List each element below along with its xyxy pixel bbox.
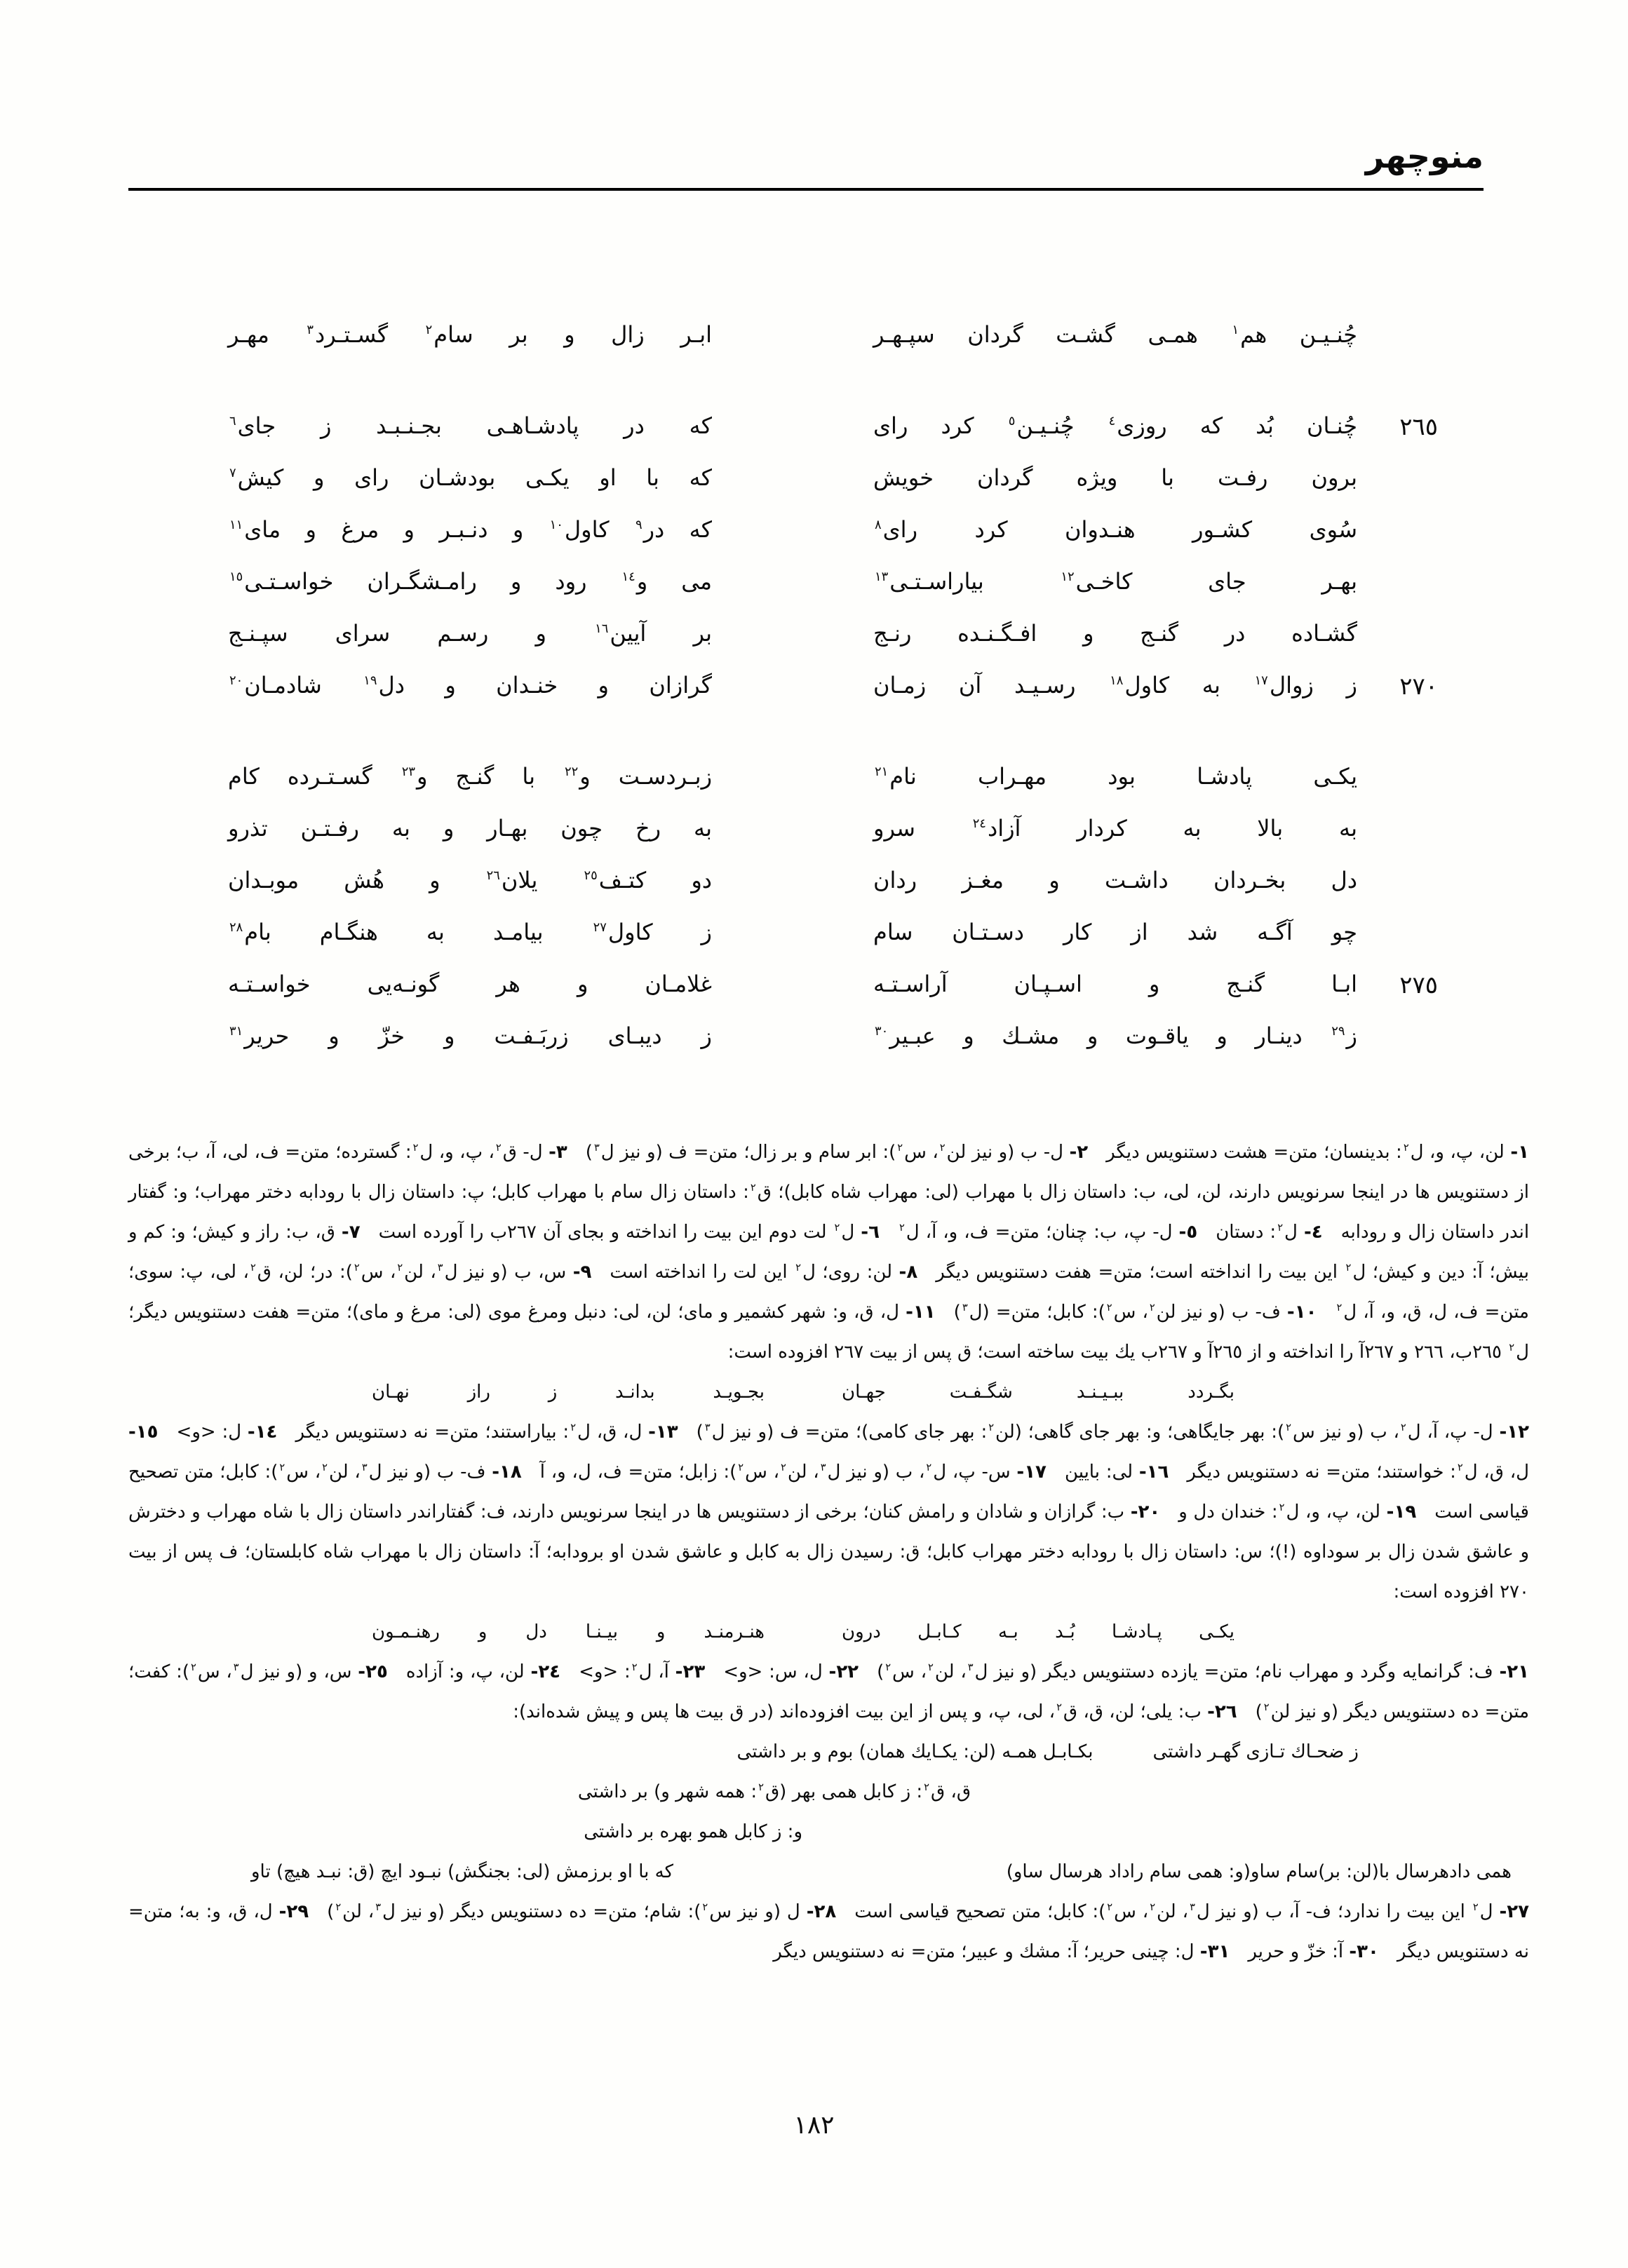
footnote-number: ١٦- bbox=[1138, 1462, 1169, 1483]
apparatus-verse-hemistich-left: بکـابـل همـه (لن: یکـایك همان) بوم و بر داشتی bbox=[736, 1741, 1094, 1762]
header-rule bbox=[128, 188, 1484, 191]
footnote-number: ٣٠- bbox=[1349, 1941, 1379, 1962]
apparatus-notes: ١٢- ل- پ، آ، ل$^٢$، ب (و نیز س$^٢$): بهر جایگاهی؛ و: بهر جای گاهی؛ (لن$^٢$: بهر جای کامی)؛ متن= ف (و نیز ل$^٣$) ١٣- ل، ق، ل$^٢$: بیاراستند؛ متن= نه دستنویس دیگر ١٤- ل: <و> ١٥- ل، ق، ل$^٢$: خواستند؛ متن= نه دستنویس دیگر ١٦- لی: بایین ١٧- س- پ، ل$^٢$، ب (و نیز ل$^٣$، لن$^٢$، س$^٢$): زابل؛ متن= ف، ل، و، آ ١٨- ف- ب (و نیز ل$^٣$، لن$^٢$، س$^٢$): کابل؛ متن تصحیح قیاسی است ١٩- لن، پ، و، ل$^٢$: خندان دل و ٢٠- ب: گرازان و شادان و رامش کنان؛ برخی از دستنویس ها در اینجا سرنویس دارند، ف: گفتاراندر داستان زال با شاه مهراب و دخترش و عاشق شدن زال بر سوداوه (!)؛ س: داستان زال با رودابه دختر مهراب کابل؛ ق: رسیدن زال به کابل و عاشق شدن او برودابه؛ آ: داستان زال با مهراب شاه کابلستان؛ ف پس از بیت ٢٧٠ افزوده است: bbox=[128, 1422, 1530, 1602]
apparatus-verse-hemistich-right: یکـی پـادشـا بُـد بـه کـابـل درون bbox=[842, 1621, 1235, 1642]
footnote-number: ٢٨- bbox=[806, 1901, 837, 1922]
footnote-number: ٥- bbox=[1178, 1222, 1198, 1243]
page-number: ١٨٢ bbox=[793, 2111, 835, 2140]
footnote-number: ١٢- bbox=[1499, 1422, 1530, 1443]
footnote-number: ١٠- bbox=[1286, 1302, 1317, 1323]
verse-row bbox=[193, 659, 1438, 711]
verse-number: ٢٦٥ bbox=[1399, 413, 1438, 441]
hemistich-right: سُوی کشـور هنـدوان کرد رای$^٨$ bbox=[875, 516, 1357, 543]
verse-number bbox=[1357, 632, 1438, 635]
verse-number bbox=[1357, 879, 1438, 882]
verse-number bbox=[1357, 333, 1438, 336]
hemistich-right: چُنـان بُد که روزی$^٤$ چُنـیـن$^٥$ کرد رای bbox=[873, 412, 1358, 439]
hemistich-left: زبـردسـت و$^{٢٢}$ با گنـج و$^{٢٣}$ گسـتـرده کام bbox=[228, 763, 713, 790]
hemistich-left: که در$^٩$ کاول$^{١٠}$ و دنـبـر و مرغ و مای$^{١١}$ bbox=[229, 516, 713, 543]
hemistich-left: به رخ چون بهـار و به رفـتـن تذرو bbox=[228, 815, 712, 842]
verse-number: ٢٧٠ bbox=[1399, 673, 1438, 701]
verse-row bbox=[193, 607, 1438, 659]
footnote-number: ٢٥- bbox=[358, 1661, 388, 1682]
verse-number bbox=[1357, 476, 1438, 479]
verse-number bbox=[1357, 827, 1438, 830]
verse-row bbox=[193, 452, 1438, 504]
verse-row bbox=[193, 854, 1438, 906]
footnote-number: ٢٧- bbox=[1499, 1901, 1530, 1922]
hemistich-right: چُنـیـن هم$^١$ همـی گشـت گردان سپـهـر bbox=[873, 321, 1358, 348]
footnote-number: ٢٢- bbox=[828, 1661, 859, 1682]
footnote-number: ١٣- bbox=[648, 1422, 678, 1443]
hemistich-right: برون رفـت با ویژه گردان خویش bbox=[873, 464, 1357, 491]
hemistich-left: ز کاول$^{٢٧}$ بیامـد به هنگـام بام$^{٢٨}$ bbox=[229, 919, 713, 945]
hemistich-right: بهـر جای کاخـی$^{١٢}$ بیاراسـتـی$^{١٣}$ bbox=[875, 568, 1357, 595]
hemistich-left: می و$^{١٤}$ رود و رامـشگـران خواسـتـی$^{١٥}$ bbox=[229, 568, 713, 595]
hemistich-right: به بالا به کردار آزاد$^{٢٤}$ سرو bbox=[873, 815, 1357, 842]
hemistich-right: ابـا گنـج و اسـپـان آراسـتـه bbox=[873, 971, 1357, 997]
footnote-number: ٢٤- bbox=[530, 1661, 561, 1682]
verse-number bbox=[1357, 580, 1438, 583]
verse-row bbox=[193, 400, 1438, 452]
critical-apparatus bbox=[128, 1133, 1529, 1972]
footnote-number: ١٥- bbox=[128, 1422, 159, 1443]
hemistich-left: که در پادشـاهـی بجـنـبـد ز جای$^٦$ bbox=[229, 412, 712, 439]
footnote-number: ٣- bbox=[549, 1142, 567, 1163]
apparatus-variant-line: ق، ق$^٢$: ز کابل همی بهر (ق$^٢$: همه شهر و) بر داشتی bbox=[577, 1781, 971, 1802]
verse-row bbox=[193, 802, 1438, 854]
footnote-number: ٢- bbox=[1069, 1142, 1089, 1163]
apparatus-verse-hemistich-right: ز ضحـاك تـازی گهـر داشتی bbox=[1152, 1741, 1359, 1762]
apparatus-verse-hemistich-left: بجـویـد بدانـد ز راز نهـان bbox=[372, 1382, 765, 1403]
verse-number: ٢٧٥ bbox=[1399, 971, 1438, 999]
apparatus-verse bbox=[128, 1612, 1529, 1652]
footnote-number: ٢١- bbox=[1499, 1661, 1529, 1682]
hemistich-right: ز$^{٢٩}$ دینـار و یاقـوت و مشـك و عبـیر$^{٣٠}$ bbox=[875, 1022, 1357, 1049]
poem bbox=[193, 309, 1438, 1062]
verse-row bbox=[193, 906, 1438, 958]
footnote-number: ٩- bbox=[572, 1262, 592, 1283]
page-title: منوچهر bbox=[1365, 137, 1484, 175]
verse-row bbox=[193, 750, 1438, 802]
footnote-number: ٢٩- bbox=[278, 1901, 309, 1922]
footnote-number: ١٧- bbox=[1016, 1462, 1047, 1483]
apparatus-notes: ٢١- ف: گرانمایه وگرد و مهراب نام؛ متن= یازده دستنویس دیگر (و نیز ل$^٣$، لن$^٢$، س$^٢$) ٢٢- ل، س: <و> ٢٣- آ، ل$^٢$: <و> ٢٤- لن، پ، و: آزاده ٢٥- س، و (و نیز ل$^٣$، س$^٢$): کفت؛ متن= ده دستنویس دیگر (و نیز لن$^٢$) ٢٦- ب: یلی؛ لن، ق، ق$^٢$، لی، پ، و پس از این بیت افزوده‌اند (در ق بیت ها پس و پیش شده‌اند): bbox=[128, 1661, 1529, 1722]
hemistich-right: چو آگـه شد از کار دسـتـان سام bbox=[873, 919, 1357, 945]
footnote-number: ١٤- bbox=[247, 1422, 278, 1443]
footnote-number: ١- bbox=[1510, 1142, 1529, 1163]
hemistich-right: یکـی پادشـا بود مهـراب نام$^{٢١}$ bbox=[875, 763, 1357, 790]
hemistich-left: دو کتـف$^{٢٥}$ یلان$^{٢٦}$ و هُش موبـدان bbox=[228, 867, 713, 893]
verse-row bbox=[193, 504, 1438, 555]
footnote-number: ٢٦- bbox=[1207, 1701, 1237, 1722]
verse-row bbox=[193, 958, 1438, 1010]
apparatus-verse-hemistich-left: که با او برزمش (لی: بجنگش) نبـود ایچ (ق: نبـد هیچ) تاو bbox=[251, 1861, 673, 1882]
hemistich-left: ز دیبـای زربَـفـت و خزّ و حریر$^{٣١}$ bbox=[229, 1022, 712, 1049]
hemistich-left: گرازان و خنـدان و دل$^{١٩}$ شادمـان$^{٢٠}$ bbox=[229, 672, 713, 698]
verse-row bbox=[193, 309, 1438, 360]
apparatus-notes: ١- لن، پ، و، ل$^٢$: بدینسان؛ متن= هشت دستنویس دیگر ٢- ل- ب (و نیز لن$^٢$، س$^٢$): ابر سام و بر زال؛ متن= ف (و نیز ل$^٣$) ٣- ل- ق$^٢$، پ، و، ل$^٢$: گسترده؛ متن= ف، لی، آ، ب؛ برخی از دستنویس ها در اینجا سرنویس دارند، لن، لی، ب: داستان زال با مهراب (لی: مهراب شاه کابل)؛ ق$^٢$: داستان زال سام با مهراب کابل؛ پ: داستان زال با رودابه دختر مهراب؛ و: گفتار اندر داستان زال و رودابه ٤- ل$^٢$: دستان ٥- ل- پ، ب: چنان؛ متن= ف، و، آ، ل$^٢$ ٦- ل$^٢$ لت دوم این بیت را انداخته و بجای آن ٢٦٧ب را آورده است ٧- ق، ب: راز و کیش؛ و: کم و بیش؛ آ: دین و کیش؛ ل$^٢$ این بیت را انداخته است؛ متن= هفت دستنویس دیگر ٨- لن: روی؛ ل$^٢$ این لت را انداخته است ٩- س، ب (و نیز ل$^٣$، لن$^٢$، س$^٢$): در؛ لن، ق$^٢$، لی، پ: سوی؛ متن= ف، ل، ق، و، آ، ل$^٢$ ١٠- ف- ب (و نیز لن$^٢$، س$^٢$): کابل؛ متن= (ل$^٣$) ١١- ل، ق، و: شهر کشمیر و مای؛ لن، لی: دنبل ومرغ موی (لی: مرغ و مای)؛ متن= هفت دستنویس دیگر؛ ل$^٢$ ٢٦٥ب، ٢٦٦ و ٢٦٧آ را انداخته و از ٢٦٥آ و ٢٦٧ب یك بیت ساخته است؛ ق پس از بیت ٢٦٧ افزوده است: bbox=[128, 1142, 1530, 1363]
footnote-number: ٨- bbox=[899, 1262, 918, 1283]
verse-number bbox=[1357, 775, 1438, 778]
footnote-number: ٢٣- bbox=[675, 1661, 706, 1682]
verse-number bbox=[1357, 931, 1438, 933]
hemistich-left: غلامـان و هر گونـه‌یی خواسـتـه bbox=[228, 971, 712, 997]
apparatus-verse-hemistich-right: همی دادهرسال با(لن: بر)سام ساو(و: همی سام راداد هرسال ساو) bbox=[1006, 1861, 1512, 1882]
apparatus-verse-hemistich-left: هنـرمنـد و بیـنـا دل و رهنـمـون bbox=[372, 1621, 765, 1642]
footnote-number: ٢٠- bbox=[1130, 1501, 1161, 1523]
verse-row bbox=[193, 1010, 1438, 1062]
hemistich-right: دل بخـردان داشـت و مغـز ردان bbox=[873, 867, 1357, 893]
hemistich-left: که با او یکـی بودشـان رای و کیش$^٧$ bbox=[229, 464, 712, 491]
verse-number bbox=[1357, 528, 1438, 531]
apparatus-verse bbox=[128, 1732, 1529, 1772]
footnote-number: ٤- bbox=[1303, 1222, 1323, 1243]
verse-row bbox=[193, 555, 1438, 607]
hemistich-left: بر آیین$^{١٦}$ و رسـم سرای سپـنـج bbox=[228, 620, 713, 647]
apparatus-notes: ٢٧- ل$^٢$ این بیت را ندارد؛ ف- آ، ب (و نیز ل$^٣$، لن$^٢$، س$^٢$): کابل؛ متن تصحیح قیاسی است ٢٨- ل (و نیز س$^٢$): شام؛ متن= ده دستنویس دیگر (و نیز ل$^٣$، لن$^٢$) ٢٩- ل، ق، و: به؛ متن= نه دستنویس دیگر ٣٠- آ: خزّ و حریر ٣١- ل: چینی حریر؛ آ: مشك و عبیر؛ متن= نه دستنویس دیگر bbox=[128, 1901, 1530, 1962]
verse-number bbox=[1357, 1034, 1438, 1037]
apparatus-verse bbox=[128, 1372, 1529, 1412]
footnote-number: ١٩- bbox=[1386, 1501, 1417, 1523]
footnote-number: ٣١- bbox=[1199, 1941, 1230, 1962]
apparatus-verse bbox=[128, 1852, 1529, 1892]
hemistich-left: ابـر زال و بر سام$^٢$ گسـتـرد$^٣$ مهـر bbox=[228, 321, 713, 348]
footnote-number: ١٨- bbox=[492, 1462, 522, 1483]
footnote-number: ٦- bbox=[861, 1222, 880, 1243]
apparatus-variant-line: و: ز کابل همو بهره بر داشتی bbox=[584, 1821, 802, 1842]
footnote-number: ١١- bbox=[906, 1302, 936, 1323]
hemistich-right: گشـاده در گنـج و افـگـنـده رنـج bbox=[873, 620, 1357, 647]
apparatus-verse-hemistich-right: بگـردد ببـیـنـد شگـفـت جهـان bbox=[842, 1382, 1235, 1403]
footnote-number: ٧- bbox=[341, 1222, 361, 1243]
hemistich-right: ز زوال$^{١٧}$ به کاول$^{١٨}$ رسـیـد آن زمـان bbox=[873, 672, 1358, 698]
